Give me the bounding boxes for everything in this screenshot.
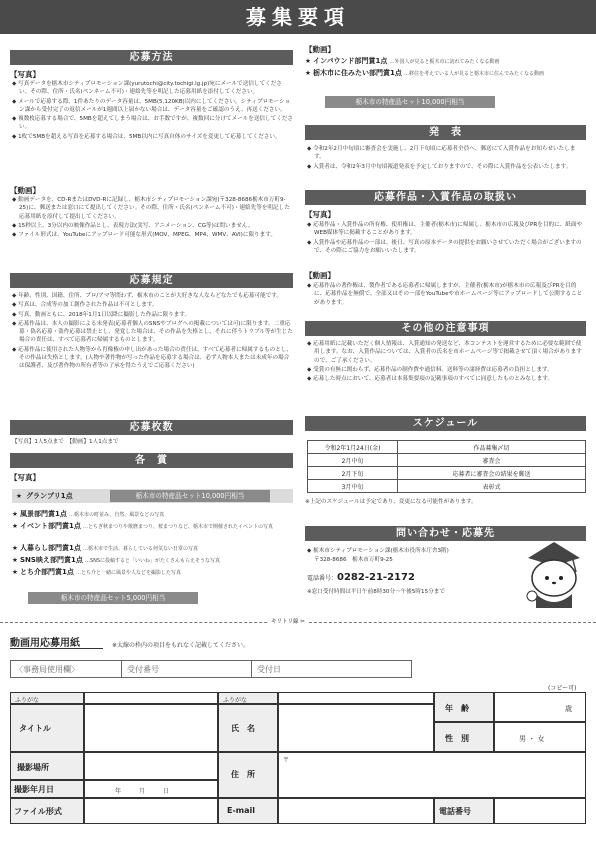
schedule-header: スケジュール — [305, 416, 586, 431]
address-label-cell — [218, 752, 278, 798]
video-prizes-label: 【動画】 — [305, 45, 335, 54]
grand-prize-reward: 栃木市の特産品セット10,000円相当 — [110, 490, 270, 502]
video-label: 【動画】 — [10, 186, 40, 195]
gender-label: 性 別 — [445, 734, 469, 743]
receipt-no-label: 受付番号 — [127, 665, 159, 674]
list-item: ◆ メールで応募する際、1件あたりのデータ容量は、5MB(5,120KB)以内にしてください。シティプロモーション課から受付完了の返信メールが1週間以上届かない場合は、データ容量をご確認のうえ、再送ください。 — [12, 98, 291, 113]
list-item: ◆ 入賞作品や応募作品の一部は、後日、写真の原本データの提供をお願いさせていただく場合がございますので、その際にご協力をお願いいたします。 — [307, 239, 582, 254]
grand-prize-row — [12, 489, 293, 503]
cut-line-label: キリトリ線 ✂ — [268, 617, 308, 625]
email-field[interactable] — [278, 798, 434, 824]
schedule-table — [307, 440, 586, 493]
title-label-cell — [10, 704, 84, 752]
table-row: 3月中旬 表彰式 — [308, 480, 586, 493]
name-label: 氏 名 — [231, 724, 255, 733]
address-field[interactable] — [278, 752, 586, 798]
gender-options[interactable]: 男 ・ 女 — [519, 735, 545, 743]
list-item: ★ 栃木市に住みたい部門賞1点 …移住を考えている人が見ると栃木市に住んでみたくなる動画 — [305, 69, 545, 77]
list-item: ◆ 15秒以上、3分以内の映像作品とし、表現方法(実写、アニメーション、CG等)は問いません。 — [12, 222, 254, 229]
list-item: ◆ 入賞者は、令和2年3月中旬頃報道発表を予定しておりますので、その際に入賞作品を公表いたします。 — [307, 163, 572, 170]
location-label-cell — [10, 752, 84, 780]
format-label: ファイル形式 — [14, 807, 62, 816]
scissors-icon: ✂ — [300, 619, 305, 625]
page-title: 募集要項 — [0, 0, 596, 34]
name-label-cell — [218, 704, 278, 752]
email-label-cell — [218, 798, 278, 824]
title-field[interactable] — [84, 704, 218, 752]
list-item: ◆ 令和2年2月中旬頃に審査会を実施し、2月下旬頃に応募者全員へ、郵送にて入賞作品をお知らせいたします。 — [307, 146, 576, 161]
list-item: ★ SNS映え部門賞1点 …SNSに投稿すると「いいね」がたくさんもらえそうな写真 — [12, 556, 221, 564]
prize-category-list — [12, 508, 293, 578]
rights-header: 応募作品・入賞作品の取扱い — [305, 190, 586, 205]
gender-label-cell — [434, 722, 494, 752]
furigana-label: ふりがな — [15, 697, 40, 704]
rights-photo-label: 【写真】 — [305, 210, 335, 219]
list-item: ◆ 写真は、合成等の加工創作された作品は不可とします。 — [12, 302, 158, 309]
apply-method-header: 応募方法 — [10, 50, 293, 65]
category-reward: 栃木市の特産品セット5,000円相当 — [28, 592, 198, 604]
video-prize-list — [305, 55, 586, 89]
phone-field[interactable] — [494, 798, 586, 824]
age-label: 年 齢 — [445, 704, 469, 713]
list-item: ★ イベント部門賞1点 …とちぎ秋まつりや歌麿まつり、桜まつりなど、栃木市で開催されたイベントの写真 — [12, 522, 274, 530]
notes-header: その他の注意事項 — [305, 321, 586, 336]
name-furigana-field[interactable] — [278, 692, 434, 704]
list-item: ◆ 応募作品の著作権は、製作者である応募者に帰属しますが、主催者(栃木市)が栃木市の広報及びPRを目的に、応募作品を無償で、全部又はその一部をYouTubeや市ホームページ等にアップロードして公開することがあります。 — [307, 283, 583, 306]
grand-prize-name: グランプリ1点 — [26, 492, 73, 500]
prizes-photo-label: 【写真】 — [10, 473, 40, 482]
announce-list — [307, 145, 586, 172]
office-use-box — [10, 660, 412, 678]
table-row: 令和2年1月24日(金) 作品募集〆切 — [308, 441, 586, 454]
list-item: ★ 人暮らし部門賞1点 …栃木市で生活、暮らしている何気ない日常の写真 — [12, 544, 199, 552]
rights-photo-list — [307, 221, 586, 256]
list-item: ◆ 1枚で5MBを超える写真を応募する場合は、5MB以内に写真自体のサイズを変更して応募してください。 — [12, 133, 281, 140]
star-icon: ★ — [16, 492, 22, 500]
phone-label-cell — [434, 798, 494, 824]
furigana-cell — [10, 692, 84, 704]
copy-ok-note: (コピー可) — [548, 685, 577, 692]
rights-video-label: 【動画】 — [305, 271, 335, 280]
contact-header: 問い合わせ・応募先 — [305, 526, 586, 541]
date-field[interactable] — [84, 780, 218, 798]
count-text: 【写真】1人5点まで 【動画】1人1点まで — [12, 439, 119, 445]
phone-label: 電話番号： — [307, 575, 338, 582]
list-item: ◆ 複数枚応募する場合で、5MBを超えてしまう場合は、お手数ですが、複数回に分けてメールを送信してください。 — [12, 116, 294, 131]
date-label: 撮影年月日 — [14, 785, 54, 794]
prizes-header: 各 賞 — [10, 453, 293, 468]
list-item: ◆ 動画データを、CD-RまたはDVD-Rに記録し、栃木市シティプロモーション課宛(〒328-8686栃木市万町9-25)に、郵送または窓口にて提出してください。その際、住所・氏名(ペンネーム不可)・連絡先等を明記した応募用紙を添付して提出してください。 — [12, 197, 290, 220]
age-label-cell — [434, 692, 494, 722]
announce-header: 発 表 — [305, 125, 586, 140]
count-header: 応募枚数 — [10, 420, 293, 435]
date-label-cell — [10, 780, 84, 798]
receipt-date-label: 受付日 — [257, 665, 281, 674]
title-furigana-field[interactable] — [84, 692, 218, 704]
phone-number: 0282-21-2172 — [337, 572, 415, 583]
date-units: 年 月 日 — [115, 788, 170, 795]
rules-list — [12, 292, 293, 372]
notes-list — [307, 340, 586, 384]
video-reward: 栃木市の特産品セット10,000円相当 — [325, 96, 495, 108]
list-item: ◆ ファイル形式は、YouTubeにアップロード可能な形式(MOV、MPEG、MP4、WMV、AVI)に限ります。 — [12, 232, 276, 239]
list-item: ◆ 栃木市シティプロモーション課(栃木市役所本庁舎3階) — [307, 548, 449, 554]
list-item: ◆ 応募作品に使用された人物等から肖像権の申し出があった場合の責任は、すべて応募者に帰属するものとし、その作品は失格とします。(人物や著作物が写った作品を応募する場合は、必ず人物本人または未成年の場合は保護者、及び著作物の所有者等の了承を得たうえでご応募ください) — [12, 346, 293, 370]
list-item: ◆ 応募作品は、本人の撮影による未発表(応募者個人のSNSやブログへの掲載については可)に限ります。二重応募・偽名応募・盗作応募は禁止とし、発覚した場合は、その作品を失格とし、それに伴うトラブル等が生じた場合の責任は、すべて応募者に帰属するものとします。 — [12, 320, 293, 344]
gender-field[interactable] — [494, 722, 586, 752]
form-title-underline — [10, 648, 103, 649]
rules-header: 応募規定 — [10, 273, 293, 288]
list-item: ★ とち介部門賞1点 …とち介と一緒に風景や人などを撮影した写真 — [12, 568, 182, 576]
table-row: 2月中旬 審査会 — [308, 454, 586, 467]
table-row: 2月下旬 応募者に審査会の結果を郵送 — [308, 467, 586, 480]
postal-mark: 〒 — [283, 757, 290, 764]
form-title: 動画用応募用紙 — [10, 638, 80, 649]
list-item: ★ 風景部門賞1点 …栃木市の町並み、自然、風景などの写真 — [12, 510, 165, 518]
location-label: 撮影場所 — [17, 763, 49, 772]
photo-label: 【写真】 — [10, 70, 40, 79]
office-use-label: 〈事務局使用欄〉 — [15, 665, 79, 674]
contact-phone-row — [307, 572, 415, 583]
list-item: ◆ 受賞の有無に関わらず、応募作品の制作費や通信料、送料等の諸経費は応募者の負担とします。 — [307, 366, 553, 373]
contact-info — [307, 547, 517, 566]
list-item: ◆ 写真データを栃木市シティプロモーション課(yurutochi@city.tochigi.lg.jp)宛にメールで送信してください。その際、住所・氏名(ペンネーム不可)・連絡先等を明記した応募用紙を添付してください。 — [12, 81, 282, 96]
title-label: タイトル — [19, 724, 51, 733]
age-field[interactable] — [494, 692, 586, 722]
age-unit: 歳 — [565, 705, 572, 713]
list-item: ◆ 写真、動画ともに、2018年1月1日以降に撮影した作品に限ります。 — [12, 311, 191, 318]
list-item: ◆ 応募した時点において、応募者は本募集要項の記載事項のすべてに同意したものとみなします。 — [307, 376, 553, 383]
schedule-note: ※上記のスケジュールは予定であり、変更になる可能性があります。 — [305, 499, 477, 505]
name-field[interactable] — [278, 704, 434, 752]
rights-video-list — [307, 282, 586, 308]
list-item: ◆ 年齢、性別、国籍、住所、プロ/アマ等問わず、栃木市のことが大好きな人ならどなたでも応募可能です。 — [12, 293, 282, 299]
video-instructions — [12, 196, 293, 240]
format-label-cell — [10, 798, 84, 824]
furigana-label-2: ふりがな — [223, 697, 248, 704]
photo-instructions — [12, 80, 293, 142]
list-item: ◆ 応募作品・入賞作品の所有権、使用権は、主催者(栃木市)に帰属し、栃木市の広報及びPRを目的に、紙面やWEB媒体等に掲載することがあります。 — [307, 222, 583, 237]
address-label: 住 所 — [231, 770, 255, 779]
location-field[interactable] — [84, 752, 218, 780]
email-label: E-mail — [227, 806, 256, 815]
form-note: ※太線の枠内の項目をもれなく記載してください。 — [112, 642, 250, 649]
format-field[interactable] — [84, 798, 218, 824]
form-phone-label: 電話番号 — [439, 807, 471, 816]
furigana-cell-2 — [218, 692, 278, 704]
list-item: ★ インバウンド部門賞1点 …外国人が見ると栃木市に訪れてみたくなる動画 — [305, 57, 500, 65]
list-item: ◆ 応募用紙に記載いただく個人情報は、入賞通知の発送など、本コンテストを運営するために必要な範囲で使用します。なお、入賞作品については、入賞者の氏名を市ホームページ等で掲載させて頂く場合がありますので、ご了承ください。 — [307, 341, 582, 364]
contact-hours: ※窓口受付時間は平日午前8時30分～午後5時15分まで — [307, 589, 445, 595]
mascot-illustration — [520, 538, 588, 610]
contact-address: 〒328-8686 栃木市万町9-25 — [314, 557, 393, 564]
